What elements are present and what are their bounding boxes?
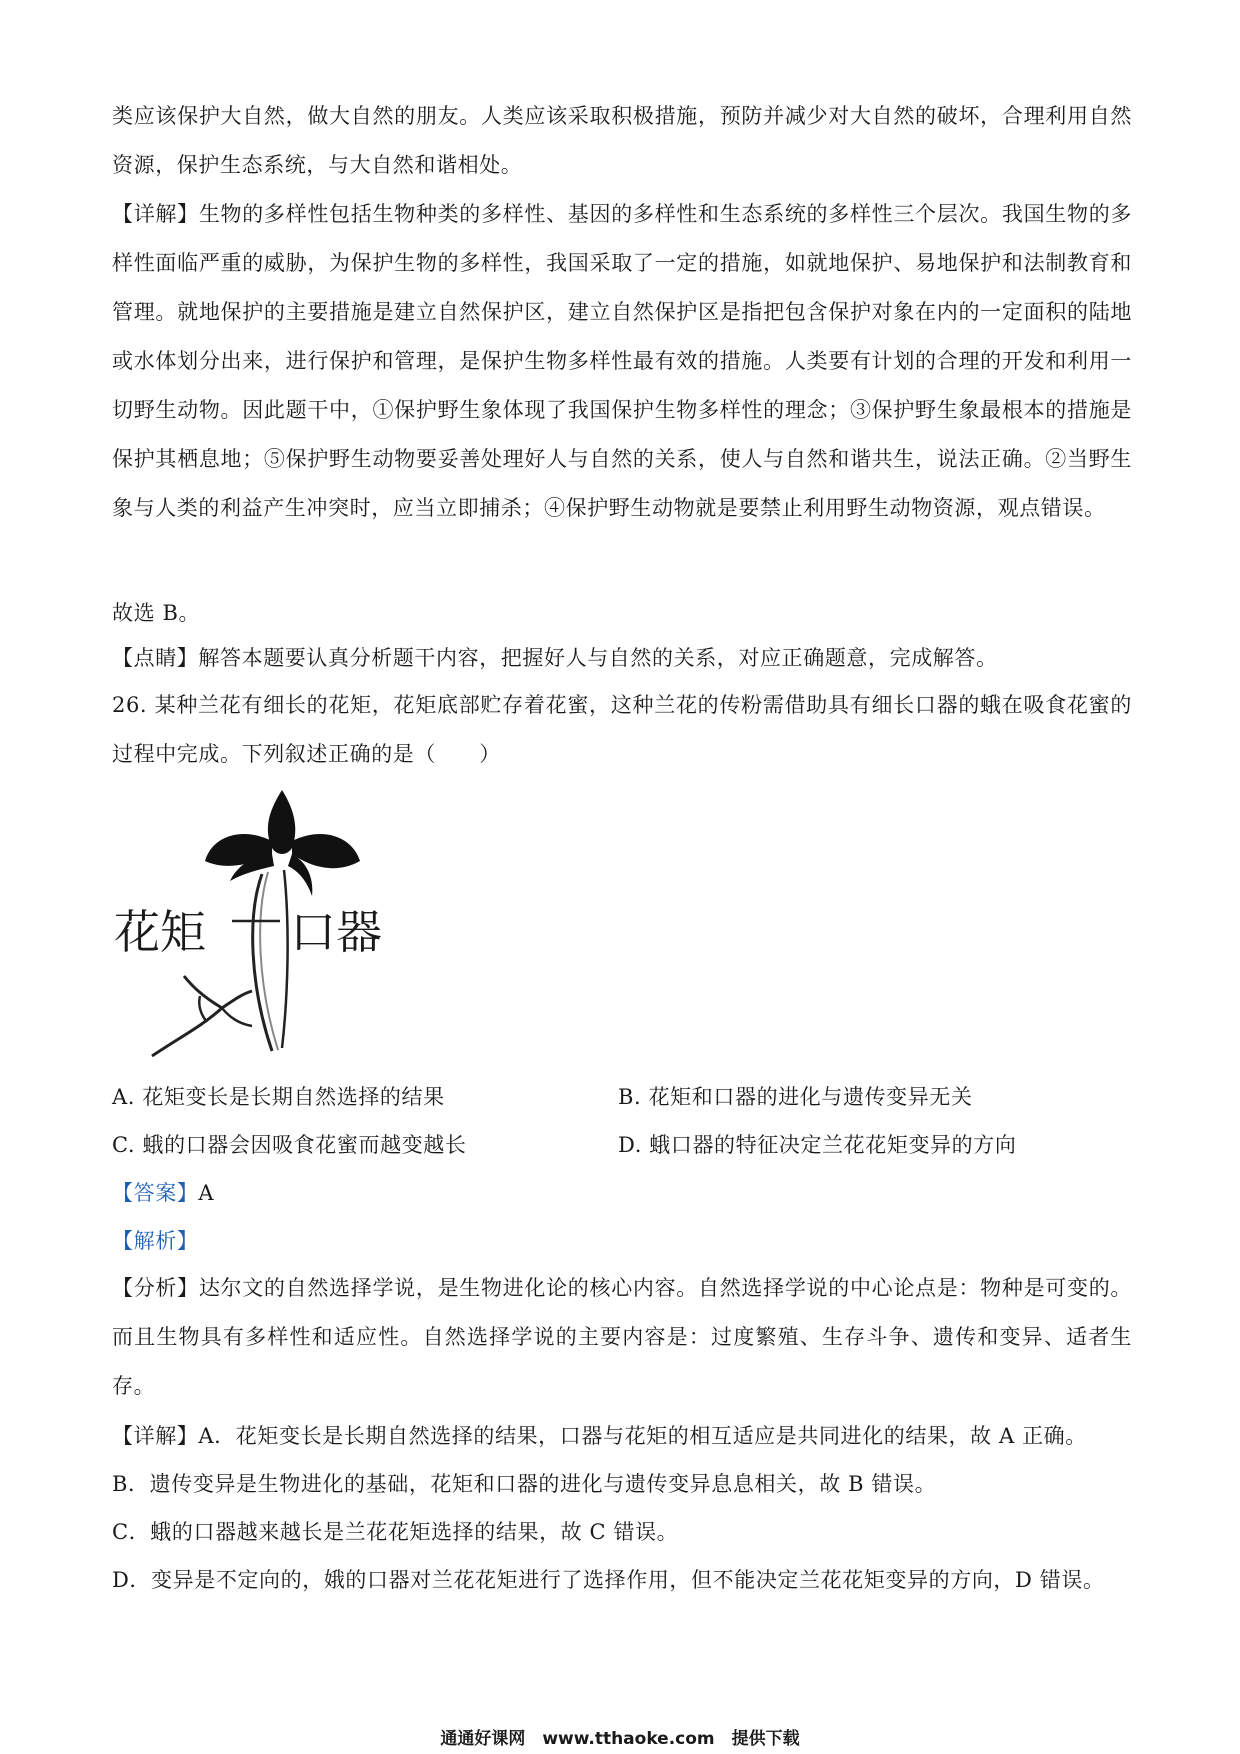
option-b: B. 花矩和口器的进化与遗传变异无关: [618, 1085, 973, 1109]
detail-c-line: C．蛾的口器越来越长是兰花花矩选择的结果，故 C 错误。: [112, 1520, 679, 1544]
detail-d-line: D．变异是不定向的，娥的口器对兰花花矩进行了选择作用，但不能决定兰花花矩变异的方向，D 错误。: [112, 1568, 1105, 1592]
detail-b-line: B．遗传变异是生物进化的基础，花矩和口器的进化与遗传变异息息相关，故 B 错误。: [112, 1472, 937, 1496]
intro-paragraph: 类应该保护大自然，做大自然的朋友。人类应该采取积极措施，预防并减少对大自然的破坏，合理利用自然资源，保护生态系统，与大自然和谐相处。: [112, 104, 1132, 177]
spur-label: 花矩: [114, 905, 206, 959]
proboscis-label: 口器: [290, 905, 382, 959]
orchid-figure: [112, 786, 452, 1066]
answer-value: A: [198, 1181, 215, 1205]
point-line: 【点睛】解答本题要认真分析题干内容，把握好人与自然的关系，对应正确题意，完成解答。: [112, 646, 998, 670]
question-stem: 26. 某种兰花有细长的花矩，花矩底部贮存着花蜜，这种兰花的传粉需借助具有细长口器的蛾在吸食花蜜的过程中完成。下列叙述正确的是（ ）: [112, 693, 1132, 766]
page-footer: 通通好课网 www.tthaoke.com 提供下载: [440, 1729, 800, 1749]
choice-line: 故选 B。: [112, 601, 201, 625]
option-c: C. 蛾的口器会因吸食花蜜而越变越长: [112, 1133, 467, 1157]
analysis-paragraph: 【分析】达尔文的自然选择学说，是生物进化论的核心内容。自然选择学说的中心论点是：物种是可变的。而且生物具有多样性和适应性。自然选择学说的主要内容是：过度繁殖、生存斗争、遗传和变异、适者生存。: [112, 1276, 1132, 1398]
detail-a-line: 【详解】A．花矩变长是长期自然选择的结果，口器与花矩的相互适应是共同进化的结果，故 A 正确。: [112, 1424, 1087, 1448]
option-a: A. 花矩变长是长期自然选择的结果: [112, 1085, 445, 1109]
answer-tag: 【答案】: [112, 1181, 199, 1205]
detail-paragraph: 【详解】生物的多样性包括生物种类的多样性、基因的多样性和生态系统的多样性三个层次。我国生物的多样性面临严重的威胁，为保护生物的多样性，我国采取了一定的措施，如就地保护、易地保护和法制教育和管理。就地保护的主要措施是建立自然保护区，建立自然保护区是指把包含保护对象在内的一定面积的陆地或水体划分出来，进行保护和管理，是保护生物多样性最有效的措施。人类要有计划的合理的开发和利用一切野生动物。因此题干中，①保护野生象体现了我国保护生物多样性的理念；③保护野生象最根本的措施是保护其栖息地；⑤保护野生动物要妥善处理好人与自然的关系，使人与自然和谐共生，说法正确。②当野生象与人类的利益产生冲突时，应当立即捕杀；④保护野生动物就是要禁止利用野生动物资源，观点错误。: [112, 202, 1132, 520]
analysis-tag: 【解析】: [112, 1229, 199, 1253]
option-d: D. 蛾口器的特征决定兰花花矩变异的方向: [618, 1133, 1017, 1157]
answer-line: [112, 1178, 214, 1208]
